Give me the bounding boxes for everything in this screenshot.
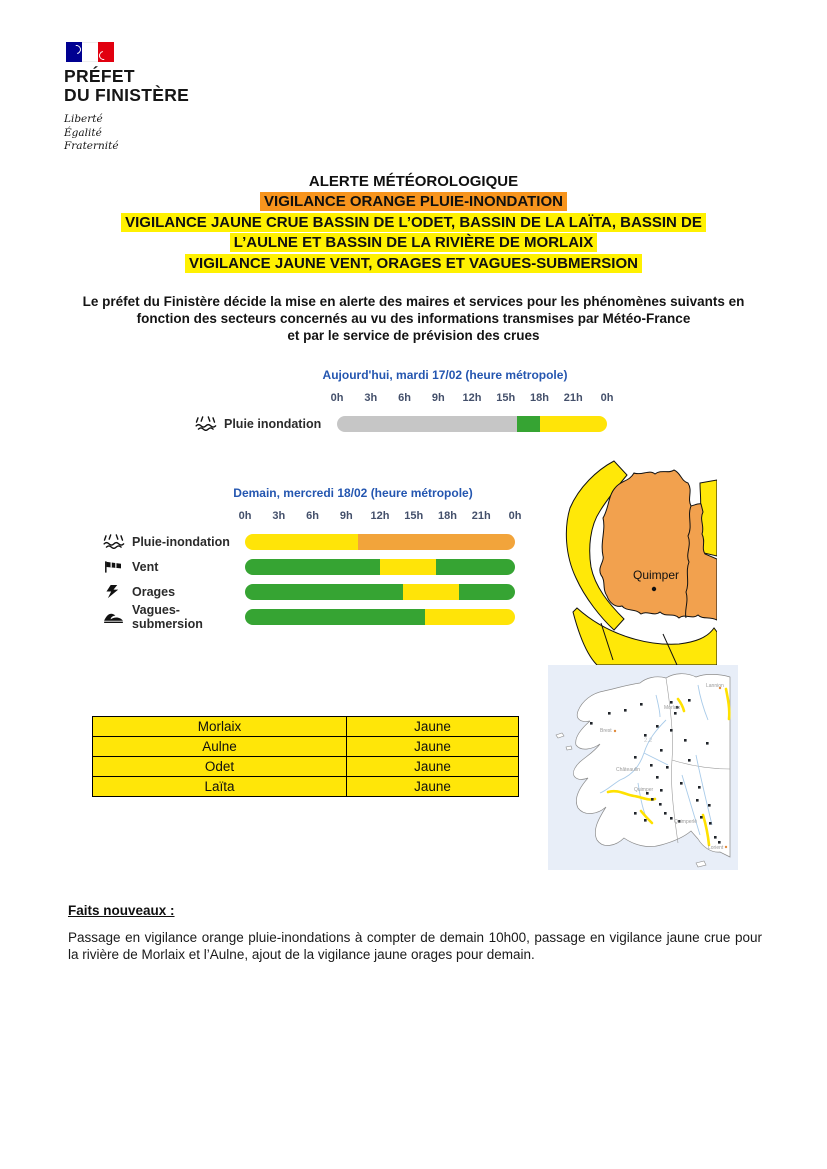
station-marker [650,764,653,767]
hour-tick: 12h [462,392,482,404]
station-marker [651,798,654,801]
station-marker [718,841,721,844]
town-label: Morlaix [664,705,681,711]
french-flag-icon [66,42,114,62]
station-marker [714,836,717,839]
river-vigilance-table [92,716,519,797]
phenomenon-row [190,411,620,436]
hour-tick: 18h [530,392,549,404]
hour-tick: 6h [398,392,411,404]
hour-tick: 12h [370,510,390,522]
storm-icon [98,584,132,599]
hour-tick: 3h [272,510,286,522]
basin-cell: Aulne [93,737,347,757]
city-label: Quimper [632,568,680,582]
segment-vert [245,584,403,600]
station-marker [684,739,687,742]
city-dot [652,587,656,591]
vigilance-timeline-bar [337,416,607,432]
station-marker [644,734,647,737]
table-row [93,757,519,777]
vigilance-timeline-bar [245,609,515,625]
station-marker [660,789,663,792]
vigilance-timeline-bar [245,534,515,550]
basin-cell: Odet [93,757,347,777]
faits-nouveaux-body: Passage en vigilance orange pluie-inondations à compter de demain 10h00, passage en vigilance jaune crue pour la rivière de Morlaix et l’Aulne, ajout de la vigilance jaune orages pour demain. [68,930,762,962]
hour-tick: 6h [306,510,319,522]
hour-tick: 15h [404,510,424,522]
headline-alerte: ALERTE MÉTÉOROLOGIQUE [308,173,519,190]
level-cell: Jaune [347,777,519,797]
headline-vigilance-jaune-vent: VIGILANCE JAUNE VENT, ORAGES ET VAGUES-SUBMERSION [185,254,642,273]
station-marker [670,817,673,820]
hour-tick: 0h [508,510,522,522]
hour-tick: 9h [339,510,353,522]
segment-vert [436,559,515,575]
timeline-chart-today [190,368,620,436]
station-marker [680,782,683,785]
segment-vert [459,584,515,600]
station-marker [670,701,673,704]
level-cell: Jaune [347,757,519,777]
prefecture-name-line1: PRÉFET [64,66,135,86]
station-marker [670,729,673,732]
station-marker [696,799,699,802]
station-marker [709,822,712,825]
station-marker [660,749,663,752]
hour-tick: 18h [438,510,457,522]
phenomenon-label: Vagues-submersion [132,602,203,631]
wind-icon [98,559,132,574]
phenomenon-row [98,554,528,579]
station-marker [664,812,667,815]
rain-flood-icon [190,416,224,431]
motto-liberte: Liberté [64,113,103,125]
hour-axis-today [330,392,614,405]
chart-title-tomorrow: Demain, mercredi 18/02 (heure métropole) [233,486,473,500]
town-label: Brest [600,728,612,734]
headline-vigilance-jaune-crue-1: VIGILANCE JAUNE CRUE BASSIN DE L’ODET, BASSIN DE LA LAÏTA, BASSIN DE [121,213,706,232]
phenomenon-label: Orages [132,584,176,599]
table-row [93,737,519,757]
segment-gris [337,416,517,432]
station-marker [698,786,701,789]
phenomenon-row [98,579,528,604]
station-marker [700,816,703,819]
vigilance-timeline-bar [245,559,515,575]
station-marker [708,804,711,807]
level-cell: Jaune [347,717,519,737]
station-marker [634,812,637,815]
town-label: Quimperlé [674,819,698,825]
faits-nouveaux-heading: Faits nouveaux : [68,903,175,918]
department-orange-zone [600,470,717,620]
station-marker [624,709,627,712]
hour-tick: 0h [600,392,614,404]
chart-title-today: Aujourd'hui, mardi 17/02 (heure métropole) [322,368,568,382]
hour-axis-tomorrow [238,510,522,523]
basin-cell: Laïta [93,777,347,797]
finistere-vigilance-map [557,460,717,665]
wave-icon [98,609,132,624]
intro-line: Le préfet du Finistère décide la mise en alerte des maires et services pour les phénomènes suivants en [82,294,745,309]
station-marker [666,766,669,769]
phenomenon-row [98,529,528,554]
vigicrues-map [548,665,738,870]
station-marker [688,699,691,702]
hour-tick: 3h [364,392,378,404]
station-marker [634,756,637,759]
prefecture-logo [64,42,189,154]
motto-fraternite: Fraternité [64,140,119,152]
station-marker [644,819,647,822]
table-row [93,777,519,797]
motto-egalite: Égalité [64,126,102,139]
station-marker [590,722,593,725]
town-label: Châteaulin [616,767,640,773]
intro-line: et par le service de prévision des crues [287,327,540,343]
basin-cell: Morlaix [93,717,347,737]
phenomenon-row [98,604,528,629]
segment-jaune [245,534,358,550]
intro-line: fonction des secteurs concernés au vu des informations transmises par Météo-France [136,310,691,326]
segment-vert [245,609,425,625]
map-watermark: 2.2 [644,738,653,744]
hour-tick: 21h [471,510,491,522]
station-marker [674,712,677,715]
segment-vert [517,416,540,432]
phenomenon-label: Pluie inondation [224,416,322,431]
level-cell: Jaune [347,737,519,757]
vigilance-timeline-bar [245,584,515,600]
station-marker [640,703,643,706]
town-label: Lannion [706,683,724,689]
table-row [93,717,519,737]
segment-jaune [403,584,459,600]
segment-orange [358,534,516,550]
phenomenon-label: Pluie-inondation [132,534,230,549]
rain-flood-icon [98,534,132,549]
town-label: Lorient [708,845,724,851]
town-label: Quimper [634,787,654,793]
intro-paragraph [0,294,827,344]
phenomenon-label: Vent [132,559,159,574]
station-marker [688,759,691,762]
hour-tick: 9h [431,392,445,404]
segment-jaune [380,559,436,575]
timeline-chart-tomorrow [98,486,528,629]
segment-vert [245,559,380,575]
hour-tick: 21h [563,392,583,404]
segment-jaune [425,609,515,625]
station-marker [656,776,659,779]
hour-tick: 0h [238,510,252,522]
headline-vigilance-orange: VIGILANCE ORANGE PLUIE-INONDATION [260,192,567,211]
hour-tick: 0h [330,392,344,404]
alert-headline [0,172,827,274]
prefecture-name-line2: DU FINISTÈRE [64,85,190,105]
station-marker [656,725,659,728]
station-marker [608,712,611,715]
headline-vigilance-jaune-crue-2: L’AULNE ET BASSIN DE LA RIVIÈRE DE MORLAIX [230,233,597,252]
station-marker [659,803,662,806]
segment-jaune [540,416,608,432]
hour-tick: 15h [496,392,516,404]
station-marker [706,742,709,745]
